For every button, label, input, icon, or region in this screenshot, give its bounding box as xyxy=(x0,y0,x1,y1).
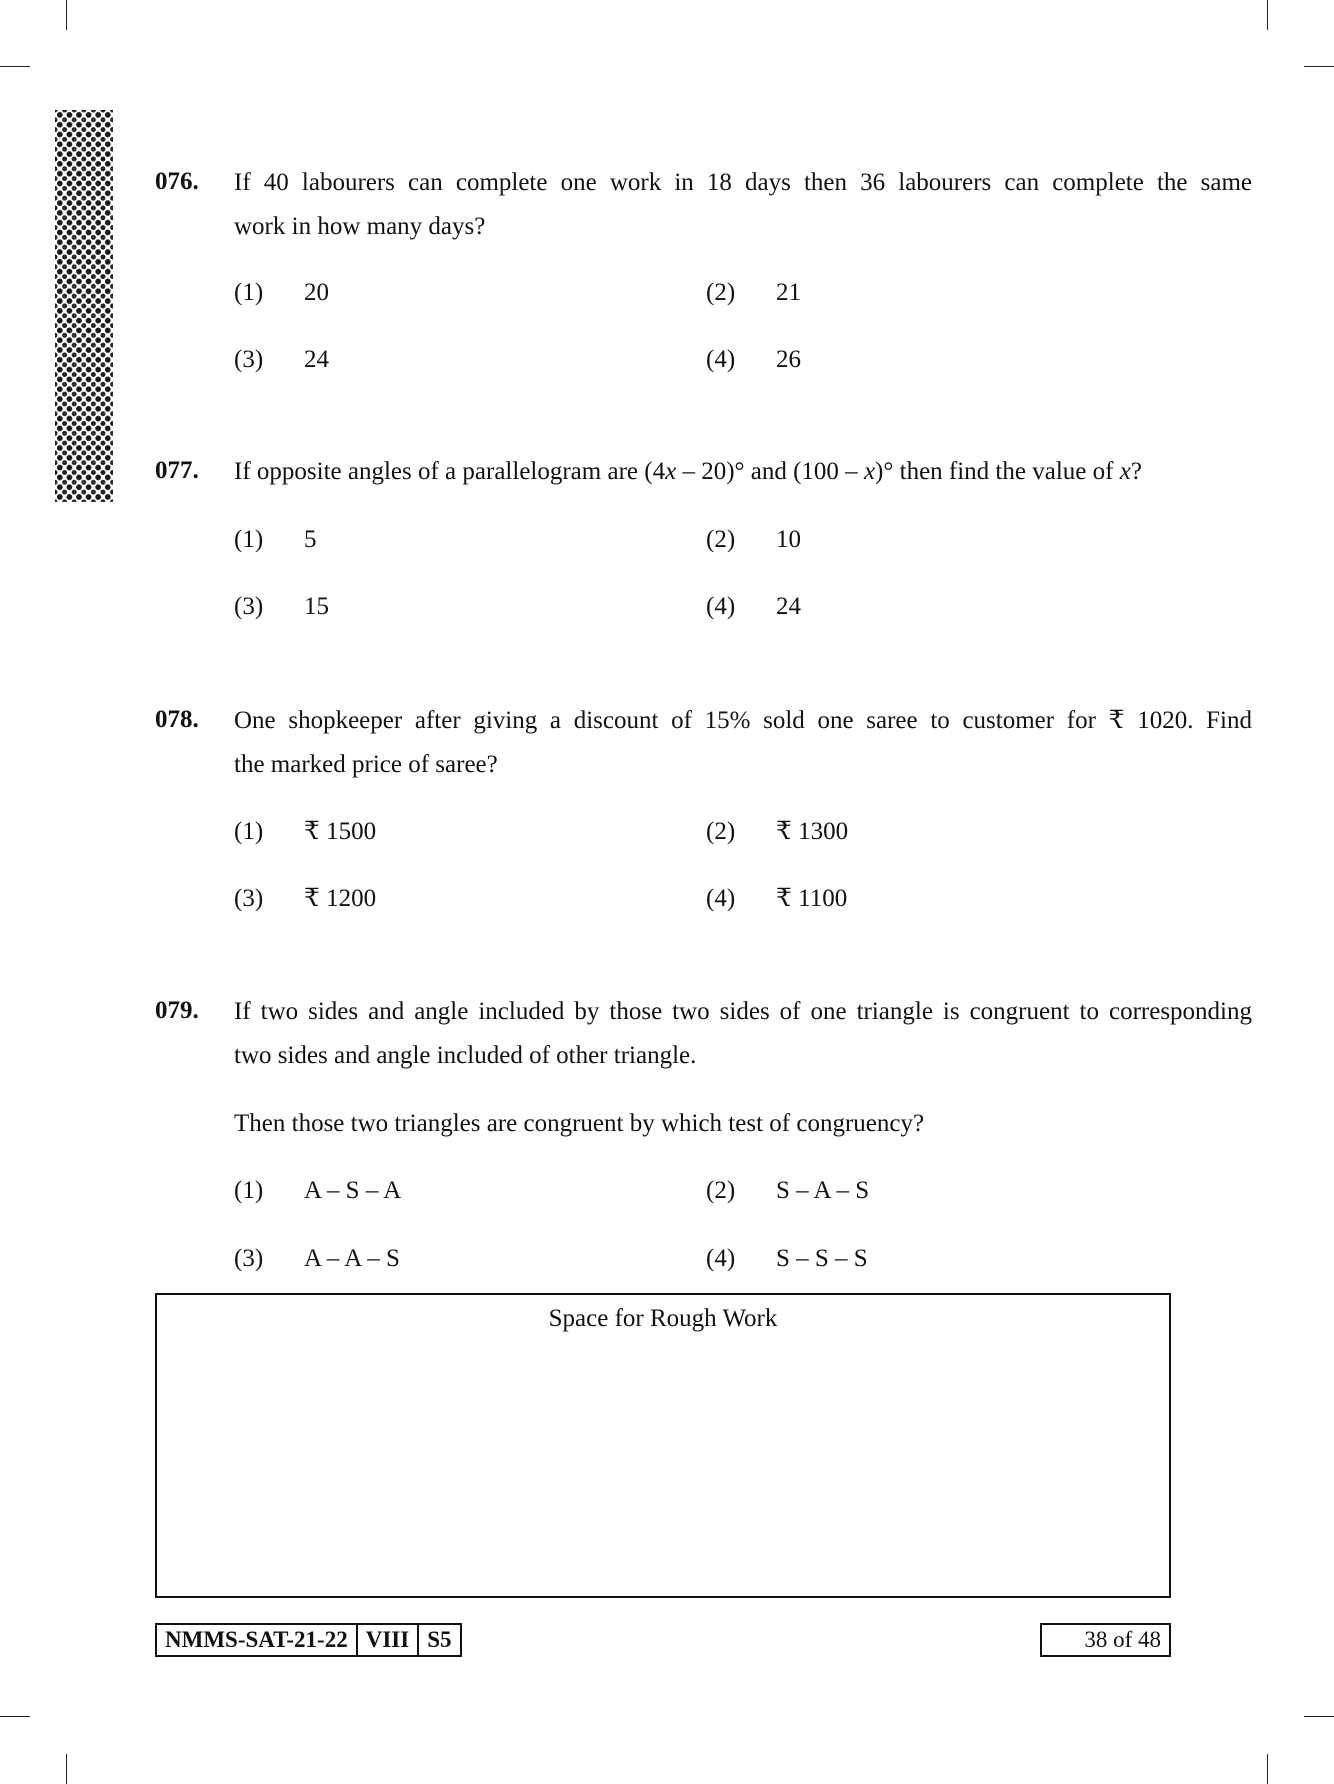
option-value: A – S – A xyxy=(304,1177,402,1204)
option-number: (4) xyxy=(706,593,736,620)
option-number: (1) xyxy=(234,818,264,845)
option-value: 15 xyxy=(304,593,329,620)
option-number: (1) xyxy=(234,279,264,306)
option-number: (2) xyxy=(706,818,736,845)
crop-mark xyxy=(0,66,30,67)
question-number: 077. xyxy=(155,457,199,484)
option-number: (3) xyxy=(234,346,264,373)
crop-mark xyxy=(1304,66,1334,67)
page-number: 38 of 48 xyxy=(1040,1623,1171,1657)
exam-code: NMMS-SAT-21-22 xyxy=(157,1625,358,1655)
option-value: S – A – S xyxy=(776,1177,870,1204)
option-number: (1) xyxy=(234,1177,264,1204)
option-value: A – A – S xyxy=(304,1245,400,1272)
option-value: ₹ 1200 xyxy=(304,885,377,912)
set-label: S5 xyxy=(427,1627,452,1652)
crop-mark xyxy=(66,1754,67,1784)
option-number: (4) xyxy=(706,885,736,912)
rough-work-title: Space for Rough Work xyxy=(548,1305,778,1332)
option-number: (2) xyxy=(706,279,736,306)
option-value: ₹ 1100 xyxy=(776,885,848,912)
crop-mark xyxy=(1304,1716,1334,1717)
option-value: ₹ 1300 xyxy=(776,818,849,845)
option-number: (3) xyxy=(234,593,264,620)
question-text: If two sides and angle included by those two sides of one triangle is congruent to corresponding xyxy=(234,998,1252,1025)
option-value: 20 xyxy=(304,279,329,306)
option-value: 10 xyxy=(776,526,801,553)
crop-mark xyxy=(1267,1754,1268,1784)
option-value: 5 xyxy=(304,526,317,553)
question-number: 076. xyxy=(155,168,199,195)
question-text: Then those two triangles are congruent by which test of congruency? xyxy=(234,1110,925,1137)
option-number: (4) xyxy=(706,1245,736,1272)
option-value: 24 xyxy=(776,593,801,620)
question-text: If opposite angles of a parallelogram are (4x – 20)° and (100 – x)° then find the value of x? xyxy=(234,458,1142,485)
option-number: (3) xyxy=(234,885,264,912)
option-number: (4) xyxy=(706,346,736,373)
option-value: ₹ 1500 xyxy=(304,818,377,845)
question-text: the marked price of saree? xyxy=(234,751,498,778)
option-number: (2) xyxy=(706,526,736,553)
option-number: (1) xyxy=(234,526,264,553)
question-text: One shopkeeper after giving a discount of 15% sold one saree to customer for ₹ 1020. Find xyxy=(234,707,1252,734)
option-number: (2) xyxy=(706,1177,736,1204)
option-value: 24 xyxy=(304,346,329,373)
question-text: work in how many days? xyxy=(234,213,486,240)
footer-code-box xyxy=(155,1623,462,1657)
class-label: VIII xyxy=(358,1625,419,1655)
rough-work-box xyxy=(155,1293,1171,1598)
security-pattern xyxy=(55,110,113,502)
question-number: 078. xyxy=(155,706,199,733)
crop-mark xyxy=(66,0,67,30)
question-number: 079. xyxy=(155,997,199,1024)
option-number: (3) xyxy=(234,1245,264,1272)
option-value: S – S – S xyxy=(776,1245,868,1272)
question-text: If 40 labourers can complete one work in 18 days then 36 labourers can complete the same xyxy=(234,169,1252,196)
question-text: two sides and angle included of other triangle. xyxy=(234,1042,697,1069)
option-value: 26 xyxy=(776,346,801,373)
option-value: 21 xyxy=(776,279,801,306)
crop-mark xyxy=(1267,0,1268,30)
crop-mark xyxy=(0,1716,30,1717)
